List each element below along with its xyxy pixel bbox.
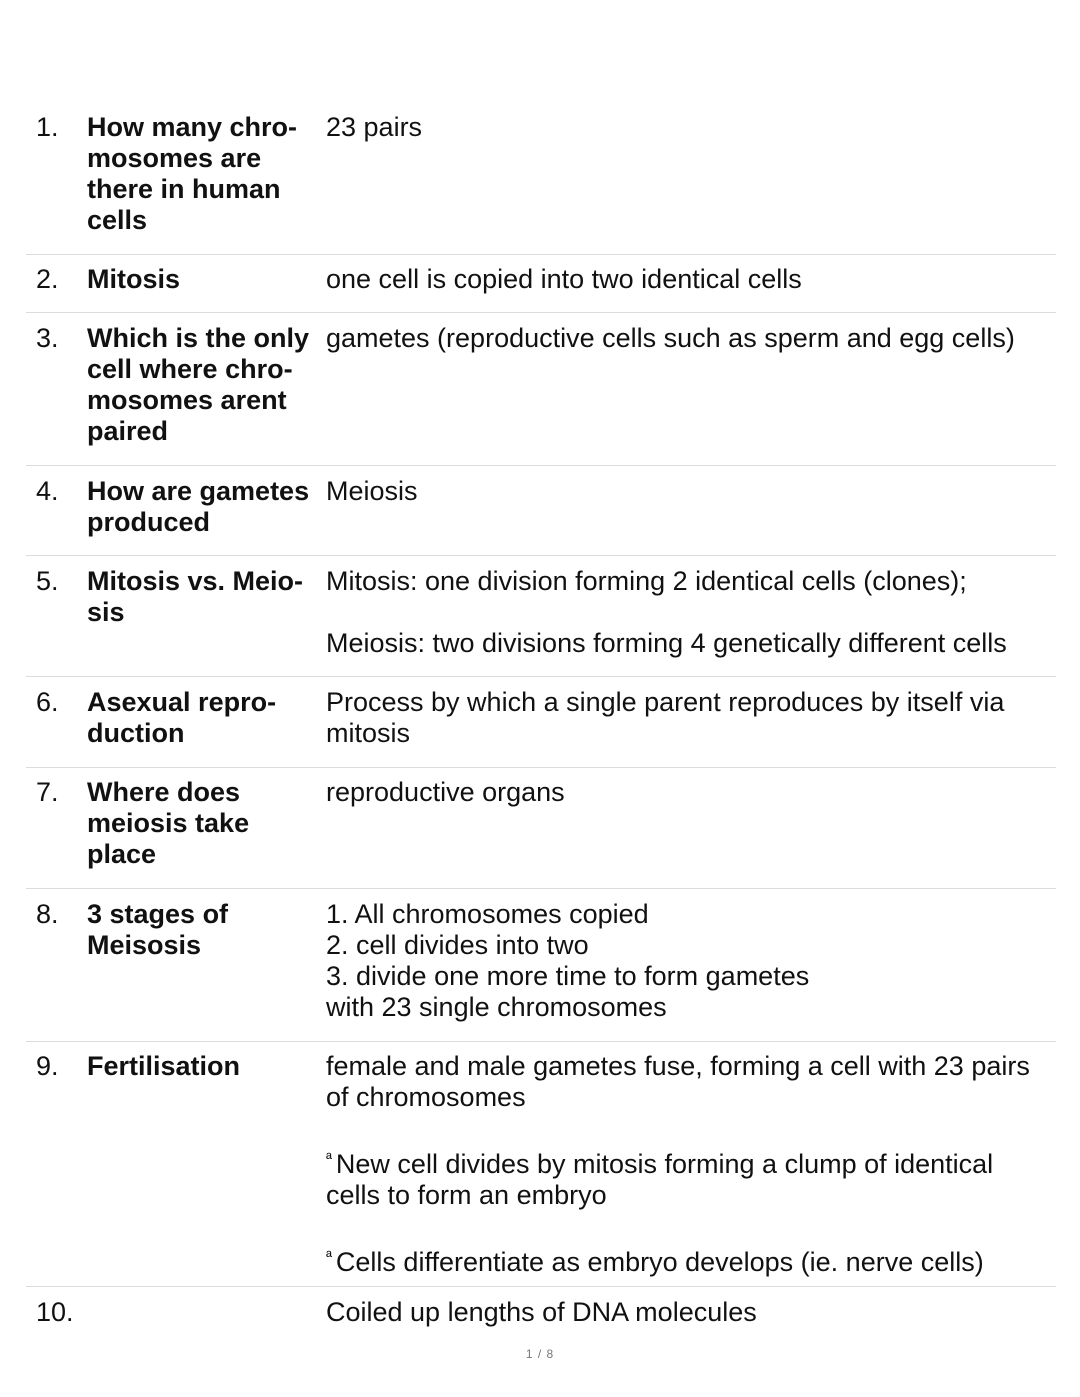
card-number: 4. xyxy=(36,476,59,506)
definition-line: Coiled up lengths of DNA molecules xyxy=(326,1297,757,1327)
term-line: 3 stages of xyxy=(87,899,229,929)
term-line: Which is the only xyxy=(87,323,310,353)
definition-line: reproductive organs xyxy=(326,777,565,807)
card-row-4 xyxy=(26,476,1056,556)
term-line: sis xyxy=(87,597,125,627)
term-line: duction xyxy=(87,718,185,748)
term-line: place xyxy=(87,839,157,869)
definition-line: 2. cell divides into two xyxy=(326,930,589,960)
card-definition xyxy=(326,777,1056,808)
card-number: 6. xyxy=(36,687,59,717)
definition-line: 3. divide one more time to form gametes xyxy=(326,961,810,991)
card-term xyxy=(87,899,322,961)
term-line: Where does xyxy=(87,777,241,807)
bullet-marker-icon: ª xyxy=(326,1249,332,1266)
card-row-9 xyxy=(26,1051,1056,1287)
term-line: Fertilisation xyxy=(87,1051,241,1081)
definition-line: Meiosis: two divisions forming 4 genetically different cells xyxy=(326,628,1007,658)
card-term xyxy=(87,777,322,870)
card-number: 5. xyxy=(36,566,59,596)
definition-line: New cell divides by mitosis forming a clump of identical xyxy=(335,1149,994,1179)
card-number: 1. xyxy=(36,112,59,142)
card-row-2 xyxy=(26,264,1056,313)
definition-line: with 23 single chromosomes xyxy=(326,992,667,1022)
bullet-marker-icon: ª xyxy=(326,1151,332,1168)
card-row-3 xyxy=(26,323,1056,466)
card-term xyxy=(87,566,322,628)
card-row-7 xyxy=(26,777,1056,889)
page-indicator: 1 / 8 xyxy=(525,1347,555,1361)
term-line: meiosis take xyxy=(87,808,250,838)
definition-line: 23 pairs xyxy=(326,112,423,142)
definition-line: cells to form an embryo xyxy=(326,1180,607,1210)
card-definition xyxy=(326,112,1056,143)
card-number: 10. xyxy=(36,1297,74,1327)
card-term xyxy=(87,264,322,295)
definition-line: Meiosis xyxy=(326,476,418,506)
definition-line: 1. All chromosomes copied xyxy=(326,899,649,929)
card-number: 9. xyxy=(36,1051,59,1081)
definition-line: Cells differentiate as embryo develops (ie. nerve cells) xyxy=(335,1247,984,1277)
term-line: Asexual repro- xyxy=(87,687,277,717)
term-line: Mitosis vs. Meio- xyxy=(87,566,304,596)
card-term xyxy=(87,476,322,538)
definition-bullet-line xyxy=(326,1144,1056,1180)
term-line: there in human xyxy=(87,174,281,204)
definition-line: gametes (reproductive cells such as sperm and egg cells) xyxy=(326,323,1015,353)
term-line: How are gametes xyxy=(87,476,310,506)
card-number: 8. xyxy=(36,899,59,929)
card-definition xyxy=(326,1051,1056,1278)
card-number: 2. xyxy=(36,264,59,294)
card-definition xyxy=(326,1297,1056,1328)
card-number: 7. xyxy=(36,777,59,807)
definition-line: Process by which a single parent reproduces by itself via xyxy=(326,687,1005,717)
card-term xyxy=(87,112,322,236)
card-definition xyxy=(326,687,1056,749)
card-row-5 xyxy=(26,566,1056,677)
card-row-1 xyxy=(26,112,1056,255)
card-definition xyxy=(326,566,1056,659)
card-row-8 xyxy=(26,899,1056,1042)
term-line: paired xyxy=(87,416,169,446)
card-definition xyxy=(326,899,1056,1023)
card-term xyxy=(87,1051,322,1082)
term-line: mosomes arent xyxy=(87,385,287,415)
card-row-6 xyxy=(26,687,1056,768)
card-definition xyxy=(326,323,1056,354)
card-definition xyxy=(326,476,1056,507)
term-line: Mitosis xyxy=(87,264,181,294)
term-line: mosomes are xyxy=(87,143,262,173)
card-row-10 xyxy=(26,1297,1056,1337)
definition-line: of chromosomes xyxy=(326,1082,526,1112)
term-line: How many chro- xyxy=(87,112,298,142)
term-line: Meisosis xyxy=(87,930,202,960)
term-line: produced xyxy=(87,507,211,537)
term-line: cell where chro- xyxy=(87,354,293,384)
term-line: cells xyxy=(87,205,148,235)
definition-line: one cell is copied into two identical cells xyxy=(326,264,802,294)
card-definition xyxy=(326,264,1056,295)
definition-line: mitosis xyxy=(326,718,411,748)
definition-line: female and male gametes fuse, forming a cell with 23 pairs xyxy=(326,1051,1030,1081)
card-term xyxy=(87,687,322,749)
card-number: 3. xyxy=(36,323,59,353)
definition-line: Mitosis: one division forming 2 identical cells (clones); xyxy=(326,566,967,596)
definition-bullet-line xyxy=(326,1242,1056,1278)
card-term xyxy=(87,323,322,447)
